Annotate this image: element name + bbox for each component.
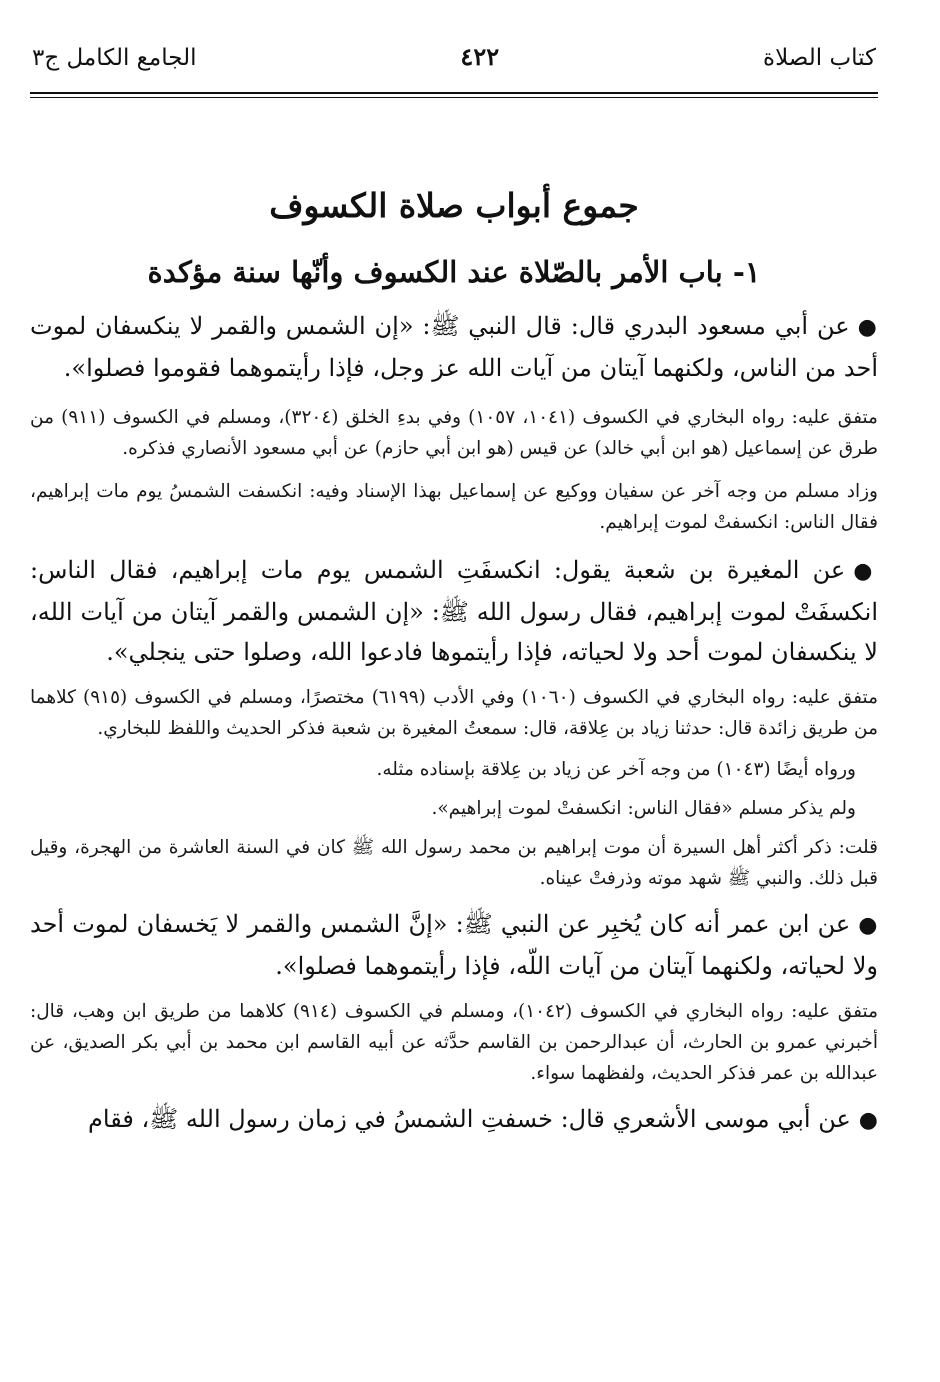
hadith-text: عن أبي موسى الأشعري قال: خسفتِ الشمسُ في زمان رسول الله ﷺ، فقام bbox=[88, 1105, 851, 1133]
hadith-paragraph bbox=[30, 306, 878, 388]
running-header bbox=[30, 22, 878, 92]
bullet-icon: ● bbox=[853, 559, 878, 584]
takhrij-note: متفق عليه: رواه البخاري في الكسوف (١٠٦٠) وفي الأدب (٦١٩٩) مختصرًا، ومسلم في الكسوف (٩١٥) كلاهما من طريق زائدة قال: حدثنا زياد بن عِلاقة، قال: سمعتُ المغيرة بن شعبة فذكر الحديث واللفظ للبخاري. bbox=[30, 687, 878, 739]
takhrij-note: ولم يذكر مسلم «فقال الناس: انكسفتْ لموت إبراهيم». bbox=[431, 798, 856, 819]
hadith-paragraph bbox=[30, 1099, 878, 1141]
hadith-text: عن أبي مسعود البدري قال: قال النبي ﷺ: «إن الشمس والقمر لا ينكسفان لموت أحد من الناس، ولكنهما آيتان من آيات الله عز وجل، فإذا رأيتموهما فقوموا فصلوا». bbox=[30, 312, 878, 382]
bullet-icon: ● bbox=[857, 315, 878, 340]
comment-note: قلت: ذكر أكثر أهل السيرة أن موت إبراهيم بن محمد رسول الله ﷺ كان في السنة العاشرة من الهجرة، وقيل قبل ذلك. والنبي ﷺ شهد موته وذرفتْ عيناه. bbox=[30, 837, 878, 889]
hadith-text: عن ابن عمر أنه كان يُخبِر عن النبي ﷺ: «إنَّ الشمس والقمر لا يَخسفان لموت أحد ولا لحياته، ولكنهما آيتان من آيات اللّه، فإذا رأيتموهما فصلوا». bbox=[30, 910, 878, 980]
takhrij-note: وزاد مسلم من وجه آخر عن سفيان ووكيع عن إسماعيل بهذا الإسناد وفيه: انكسفت الشمسُ يوم مات إبراهيم، فقال الناس: انكسفتْ لموت إبراهيم. bbox=[30, 481, 878, 533]
hadith-paragraph bbox=[30, 550, 878, 672]
volume-title: الجامع الكامل ج٣ bbox=[32, 45, 197, 71]
bullet-icon: ● bbox=[858, 1108, 878, 1133]
book-title: كتاب الصلاة bbox=[763, 45, 876, 71]
hadith-text: عن المغيرة بن شعبة يقول: انكسفَتِ الشمس يوم مات إبراهيم، فقال الناس: انكسفَتْ لموت إبراهيم، فقال رسول الله ﷺ: «إن الشمس والقمر آيتان من آيات الله، لا ينكسفان لموت أحد ولا لحياته، فإذا رأيتموها فادعوا الله، وصلوا حتى ينجلي». bbox=[30, 556, 878, 666]
header-rule-thin bbox=[30, 97, 878, 98]
chapter-title: ١- باب الأمر بالصّلاة عند الكسوف وأنّها سنة مؤكدة bbox=[147, 255, 761, 289]
bullet-icon: ● bbox=[858, 913, 878, 938]
page-number: ٤٢٢ bbox=[460, 42, 500, 71]
takhrij-note: متفق عليه: رواه البخاري في الكسوف (١٠٤١، ١٠٥٧) وفي بدءِ الخلق (٣٢٠٤)، ومسلم في الكسوف (٩١١) من طرق عن إسماعيل (هو ابن أبي خالد) عن قيس (هو ابن أبي حازم) عن أبي مسعود الأنصاري فذكره. bbox=[30, 407, 878, 459]
takhrij-note: ورواه أيضًا (١٠٤٣) من وجه آخر عن زياد بن عِلاقة بإسناده مثله. bbox=[376, 759, 856, 780]
takhrij-note: متفق عليه: رواه البخاري في الكسوف (١٠٤٢)، ومسلم في الكسوف (٩١٤) كلاهما من طريق ابن وهب، قال: أخبرني عمرو بن الحارث، أن عبدالرحمن بن القاسم حدَّثه عن أبيه القاسم ابن محمد بن أبي بكر الصديق، عن عبدالله بن عمر فذكر الحديث، ولفظهما سواء. bbox=[30, 1001, 878, 1084]
hadith-paragraph bbox=[30, 904, 878, 986]
section-title: جموع أبواب صلاة الكسوف bbox=[269, 186, 639, 225]
book-page bbox=[30, 22, 878, 1141]
